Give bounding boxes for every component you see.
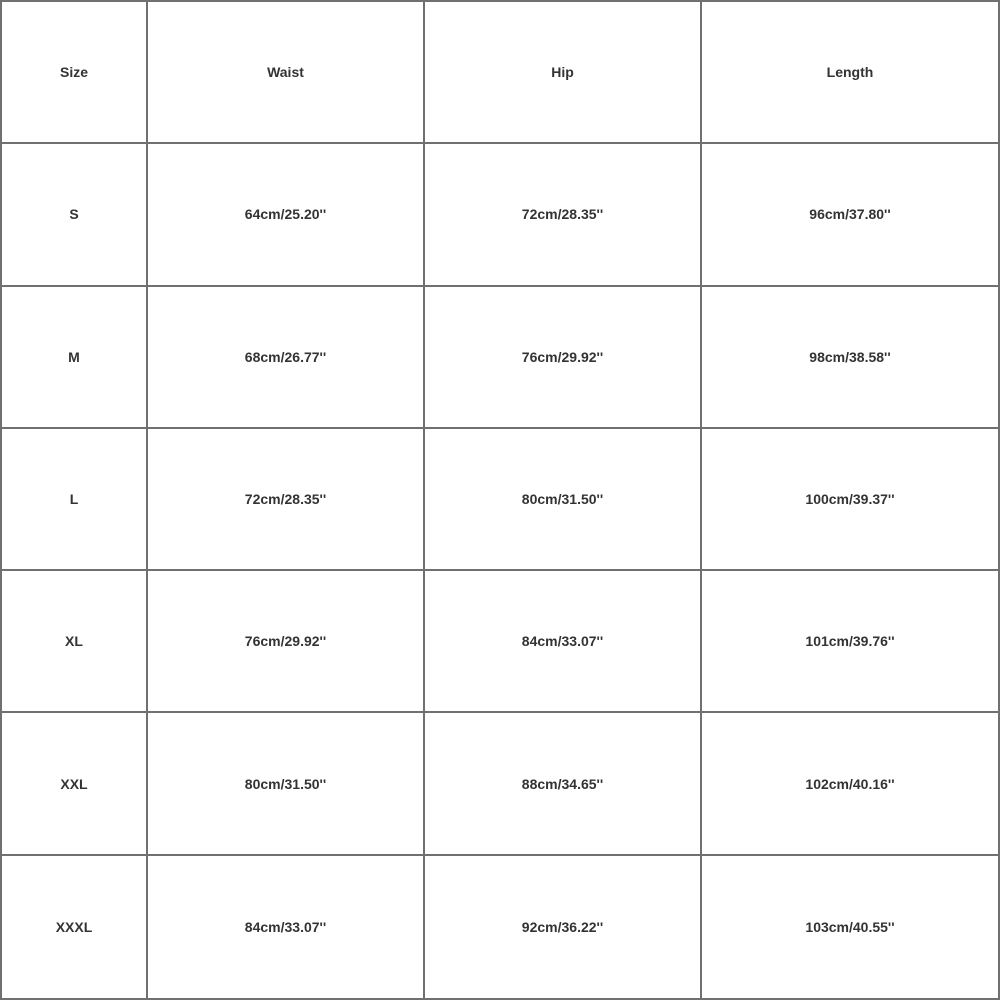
size-cell: S	[2, 144, 148, 286]
waist-cell: 68cm/26.77''	[148, 287, 425, 429]
size-cell: M	[2, 287, 148, 429]
length-cell: 101cm/39.76''	[702, 571, 998, 713]
hip-cell: 80cm/31.50''	[425, 429, 702, 571]
hip-cell: 92cm/36.22''	[425, 856, 702, 998]
size-cell: XXXL	[2, 856, 148, 998]
size-cell: L	[2, 429, 148, 571]
hip-cell: 72cm/28.35''	[425, 144, 702, 286]
length-cell: 96cm/37.80''	[702, 144, 998, 286]
waist-cell: 64cm/25.20''	[148, 144, 425, 286]
hip-cell: 76cm/29.92''	[425, 287, 702, 429]
header-cell-waist: Waist	[148, 2, 425, 144]
waist-cell: 76cm/29.92''	[148, 571, 425, 713]
waist-cell: 80cm/31.50''	[148, 713, 425, 855]
header-cell-hip: Hip	[425, 2, 702, 144]
length-cell: 100cm/39.37''	[702, 429, 998, 571]
waist-cell: 84cm/33.07''	[148, 856, 425, 998]
hip-cell: 88cm/34.65''	[425, 713, 702, 855]
length-cell: 98cm/38.58''	[702, 287, 998, 429]
waist-cell: 72cm/28.35''	[148, 429, 425, 571]
header-cell-size: Size	[2, 2, 148, 144]
hip-cell: 84cm/33.07''	[425, 571, 702, 713]
header-cell-length: Length	[702, 2, 998, 144]
size-cell: XL	[2, 571, 148, 713]
size-cell: XXL	[2, 713, 148, 855]
length-cell: 103cm/40.55''	[805, 918, 895, 935]
length-cell: 102cm/40.16''	[702, 713, 998, 855]
